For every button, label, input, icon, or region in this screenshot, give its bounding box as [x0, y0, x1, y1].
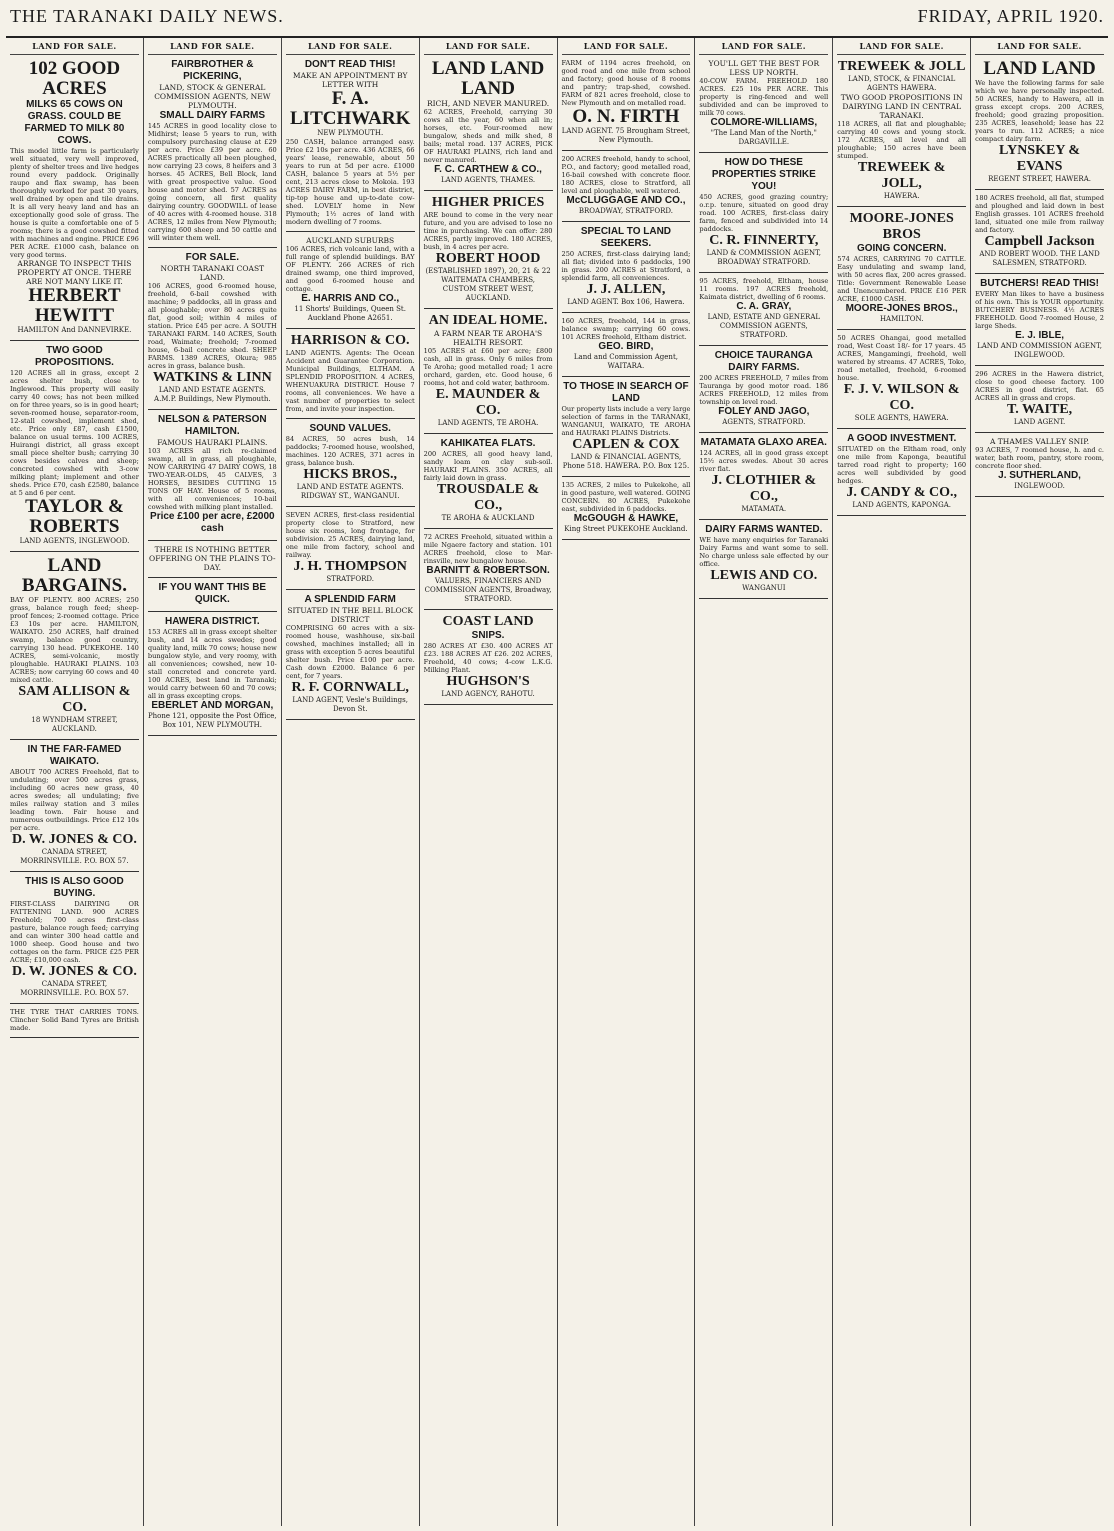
ad-title: IF YOU WANT THIS BE QUICK. — [158, 582, 267, 605]
ad-block — [562, 477, 691, 540]
ad-title: BUTCHERS! READ THIS! — [980, 278, 1099, 289]
ad-title: DAIRY FARMS WANTED. — [705, 524, 823, 535]
ad-subtitle: LAND, STOCK & GENERAL COMMISSION AGENTS, NEW PLYMOUTH. — [154, 83, 271, 110]
column-6 — [695, 38, 833, 1526]
ad-agent-town: STRATFORD. — [326, 575, 374, 583]
ad-agent: E. J. IBLE, — [1015, 330, 1065, 341]
ad-agent-town: LAND AND ESTATE AGENTS. RIDGWAY ST., WANGANUI. — [296, 483, 404, 500]
ad-agent-town: SOLE AGENTS, HAWERA. — [854, 414, 949, 422]
ad-agent-town: MATAMATA. — [741, 505, 787, 513]
ad-block — [286, 590, 415, 720]
ad-body: 145 ACRES in good locality close to Midhirst; lease 5 years to run, with compulsory purchasing clause at £29 per acre. Price £39 per acre. 60 ACRES practically all been ploughed, now carrying 23 cows, 8 heifers and 3 horses. 45 ACRES, Bell Block, land with great prospective value. Good house and motor shed. 57 ACRES as going concern, all first quality dairying country. GOODWILL of lease of 40 acres with 4-roomed house. 318 ACRES, 12 miles from New Plymouth; carrying 600 sheep and 50 cattle and will winter them well. — [147, 122, 277, 242]
column-3 — [282, 38, 420, 1526]
ad-title: 102 GOOD ACRES — [28, 58, 121, 99]
ad-agent: O. N. FIRTH — [572, 106, 680, 127]
ad-agent-town: HAWERA. — [883, 192, 920, 200]
masthead-date: FRIDAY, APRIL 1920. — [917, 6, 1104, 26]
ad-title: GOING CONCERN. — [856, 243, 947, 254]
ad-block — [424, 610, 553, 705]
ad-agent-town: LAND, ESTATE AND GENERAL COMMISSION AGENTS, STRATFORD. — [707, 313, 821, 339]
ad-block — [975, 433, 1104, 497]
column-5 — [558, 38, 696, 1526]
ad-block — [424, 309, 553, 434]
column-heading: LAND FOR SALE. — [562, 38, 691, 55]
ad-body: ARE bound to come in the very near future, and you are advised to lose no time in purchasing. We can offer: 280 ACRES, partly improved. 180 ACRES, bush, in 4 acres per acre. — [423, 211, 553, 251]
column-2 — [144, 38, 282, 1526]
ad-agent: EBERLET AND MORGAN, — [151, 700, 274, 711]
ad-block — [562, 55, 691, 151]
column-8 — [971, 38, 1108, 1526]
ad-body: 200 ACRES FREEHOLD, 7 miles from Tauranga by good motor road. 186 ACRES FREEHOLD, 12 miles from township on level road. — [699, 374, 829, 406]
ad-subtitle: FAMOUS HAURAKI PLAINS. — [157, 438, 268, 447]
ad-agent-town: 18 WYNDHAM STREET, AUCKLAND. — [31, 716, 118, 733]
column-heading: LAND FOR SALE. — [837, 38, 966, 55]
ad-subheading: SMALL DAIRY FARMS — [159, 110, 265, 121]
ad-block — [975, 366, 1104, 433]
ad-block — [10, 872, 139, 1004]
masthead-title: THE TARANAKI DAILY NEWS. — [10, 6, 284, 26]
ad-agent: MOORE-JONES BROS — [849, 211, 954, 242]
column-4 — [420, 38, 558, 1526]
ad-title: A THAMES VALLEY SNIP. — [990, 437, 1090, 446]
ad-agent-town: LAND AGENCY, RAHOTU. — [441, 690, 535, 698]
ad-block — [837, 429, 966, 516]
ad-body: 62 ACRES, Freehold, carrying 30 cows all the year, 60 when all in; horses, etc. Four-roomed new bungalow, sheds and milk shed, 8 bails; metal road. 137 ACRES, PICK OF HAURAKI PLAINS, rich land and never manured. — [423, 108, 553, 164]
ad-block — [424, 191, 553, 309]
ad-agent-town: LAND AGENTS, KAPONGA. — [852, 501, 952, 509]
ad-agent: ROBERT HOOD — [435, 251, 541, 266]
ad-block — [837, 330, 966, 429]
ad-body: FIRST-CLASS DAIRYING OR FATTENING LAND. 900 ACRES Freehold; 700 acres first-class pasture, balance rough feed; carrying and can winter 300 head cattle and 1000 sheep. Good house and two cottages on the farm. PRICE £25 PER ACRE; £10,000 cash. — [10, 900, 139, 964]
ad-price: Price £100 per acre, £2000 cash — [150, 511, 275, 534]
ad-body: 250 ACRES, first-class dairying land; all flat; divided into 6 paddocks, 190 in grass. 200 ACRES at Stratford, a splendid farm, all conveniences. — [561, 250, 691, 282]
ad-subtitle: RICH, AND NEVER MANURED. — [426, 99, 550, 108]
ad-body: 95 ACRES, freehold, Eltham, house 11 rooms. 197 ACRES freehold, Kaimata district, dwelling of 6 rooms. — [699, 277, 829, 301]
ad-body: 200 ACRES freehold, handy to school, P.O., and factory; good metalled road, 16-bail cowshed with concrete floor. 180 ACRES, close to Stratford, all level and ploughable, well watered. — [561, 155, 691, 195]
ad-agent: J. SUTHERLAND, — [998, 470, 1081, 481]
ad-agent-town: LAND AGENT. Box 106, Hawera. — [567, 298, 685, 306]
ad-agent-town: Land and Commission Agent, WAITARA. — [573, 353, 678, 370]
ad-agent-town: LAND AND COMMISSION AGENT, INGLEWOOD. — [977, 342, 1103, 359]
ad-body: 180 ACRES freehold, all flat, stumped and ploughed and laid down in best English grasses. 101 ACRES freehold land, situated one mile from railway and factory. — [975, 194, 1104, 234]
ad-agent-town: TE AROHA & AUCKLAND — [441, 514, 535, 522]
ad-agent: J. CANDY & CO., — [846, 485, 958, 500]
ad-agent: TAYLOR & ROBERTS — [25, 496, 124, 537]
ad-block — [10, 341, 139, 552]
ad-subtitle: TWO GOOD PROPOSITIONS IN DAIRYING LAND IN CENTRAL TARANAKI. — [840, 93, 963, 120]
ad-agent: D. W. JONES & CO. — [12, 832, 137, 847]
ad-title: CHOICE TAURANGA DAIRY FARMS. — [714, 350, 813, 373]
ad-agent: C. A. GRAY, — [736, 301, 792, 312]
ad-title: A GOOD INVESTMENT. — [847, 433, 957, 444]
ad-block — [699, 433, 828, 520]
ad-block — [148, 410, 277, 541]
ad-block — [10, 1004, 139, 1038]
ad-agent-town: Phone 121, opposite the Post Office, Box 101, NEW PLYMOUTH. — [147, 712, 277, 729]
ad-agent-town: (ESTABLISHED 1897), 20, 21 & 22 WAITEMATA CHAMBERS, CUSTOM STREET WEST, AUCKLAND. — [425, 267, 551, 302]
ad-title: SOUND VALUES. — [309, 423, 391, 434]
ad-block — [975, 274, 1104, 366]
ad-block — [699, 153, 828, 273]
ad-body: 153 ACRES all in grass except shelter bush, and 14 acres swedes; good quality land, milk 70 cows; house new bungalow style, and very roomy, with all conveniences; cowshed, new 10-stall concreted and concrete yard. 100 ACRES, best land in Taranaki; would carry between 60 and 70 cows; all in grass excepting crops. — [147, 628, 277, 700]
ad-agent: F. A. LITCHWARK — [290, 88, 411, 129]
ad-body: 574 ACRES, CARRYING 70 CATTLE. Easy undulating and swamp land, with 50 acres flax, 200 acres grassed. Title: Government Renewable Lease and Unencumbered. PRICE £16 PER ACRE, £1000 CASH. — [837, 255, 967, 303]
ad-body: 105 ACRES at £60 per acre; £800 cash, all in grass. Only 6 miles from Te Aroha; good metalled road; 1 acre orchard, garden, etc. Good house, 6 rooms, hot and cold water, bathroom. — [423, 347, 553, 387]
ad-body: 106 ACRES, good 6-roomed house, freehold, 6-bail cowshed with machine; 9 paddocks, all in grass and all ploughable; over 80 acres quite flat, good soil; within 4 miles of station. Price £45 per acre. A SOUTH TARANAKI FARM. 140 ACRES, South road, Waimate; freehold; 7-roomed house, 6-bail concrete shed. SHEEP FARMS. 1389 ACRES, Okura; 985 acres in grass, balance bush. — [147, 282, 277, 370]
ad-body: 124 ACRES, all in good grass except 15½ acres swedes. About 30 acres river flat. — [699, 449, 829, 473]
ad-agent: TREWEEK & JOLL, — [857, 160, 946, 191]
ad-body: ABOUT 700 ACRES Freehold, flat to undulating; over 500 acres grass, including 60 acres new grass, 40 acres swedes; all undulating; five miles railway station and 3 miles leading town. Fair house and numerous outbuildings. Price £12 10s per acre. — [10, 768, 139, 832]
columns — [6, 38, 1108, 1526]
ad-body: 135 ACRES, 2 miles to Pukekohe, all in good pasture, well watered. GOING CONCERN. 80 ACRES, Pukekohe east, subdivided in 6 paddocks. — [561, 481, 691, 513]
ad-subtitle: MAKE AN APPOINTMENT BY LETTER WITH — [292, 71, 408, 89]
ad-agent: Campbell Jackson — [984, 234, 1095, 249]
ad-title: A SPLENDID FARM — [304, 594, 396, 605]
ad-agent-town: King Street PUKEKOHE Auckland. — [564, 525, 688, 533]
ad-title: LAND BARGAINS. — [21, 555, 127, 596]
ad-body: 450 ACRES, good grazing country; o.r.p. tenure, situated on good dray road. 100 ACRES, first-class dairy farm, fenced and subdivided into 14 paddocks. — [699, 193, 829, 233]
ad-agent: BARNITT & ROBERTSON. — [426, 565, 550, 576]
ad-agent: C. R. FINNERTY, — [709, 233, 819, 248]
ad-subtitle: SNIPS. — [471, 630, 505, 641]
ad-agent-town: INGLEWOOD. — [1014, 482, 1065, 490]
ad-title: FAIRBROTHER & PICKERING, — [171, 59, 254, 82]
ad-body: SITUATED on the Eltham road, only one mile from Kaponga, beautiful tarred road right to property; 160 acres well subdivided by good hedges. — [837, 445, 967, 485]
ad-block — [562, 377, 691, 477]
ad-body: 93 ACRES, 7 roomed house, h. and c. water, bath room, pantry, store room, concrete floor shed. — [975, 446, 1104, 470]
ad-block — [10, 552, 139, 740]
ad-agent: CAPLEN & COX — [572, 437, 680, 452]
ad-block — [699, 520, 828, 599]
ad-agent-town: NEW PLYMOUTH. — [317, 129, 384, 137]
ad-agent: WATKINS & LINN — [152, 370, 272, 385]
ad-agent: E. HARRIS AND CO., — [301, 293, 400, 304]
ad-title: THERE IS NOTHING BETTER OFFERING ON THE PLAINS TO-DAY. — [149, 545, 276, 572]
ad-agent: J. J. ALLEN, — [586, 282, 666, 297]
ad-body: 72 ACRES Freehold, situated within a mile Ngaere factory and station. 101 ACRES freehold, close to Mar-rinsville, new bungalow house. — [423, 533, 553, 565]
ad-block — [837, 207, 966, 330]
ad-agent: E. MAUNDER & CO. — [435, 387, 541, 418]
ad-title: THIS IS ALSO GOOD BUYING. — [25, 876, 124, 899]
ad-agent: MOORE-JONES BROS., — [845, 303, 958, 314]
column-heading: LAND FOR SALE. — [699, 38, 828, 55]
ad-title: DON'T READ THIS! — [304, 59, 396, 70]
ad-body: This model little farm is particularly well situated, very well improved, plenty of shelter trees and live hedges round every paddock. Originally raupo and flax swamp, has been thoroughly worked for past 30 years, well drained by open and tile drains. It is all very heavy land and has an exceptionally good sole of grass. The house is quite a comfortable one of 5 rooms; there is a good cowshed fitted with machines and engine. PRICE £96 PER ACRE. £1000 cash, balance on very good terms. — [10, 147, 139, 259]
ad-agent: TREWEEK & JOLL — [837, 59, 966, 74]
ad-agent: HICKS BROS., — [303, 467, 398, 482]
ad-title: TO THOSE IN SEARCH OF LAND — [563, 381, 689, 404]
ad-agent-town: LAND AGENT. — [1013, 418, 1066, 426]
ad-agent: COLMORE-WILLIAMS, — [710, 117, 818, 128]
ad-title: AUCKLAND SUBURBS — [306, 236, 395, 245]
ad-block — [286, 232, 415, 329]
column-heading: LAND FOR SALE. — [424, 38, 553, 55]
ad-agent-town: LAND AND ESTATE AGENTS. A.M.P. Buildings, New Plymouth. — [154, 386, 271, 403]
column-7 — [833, 38, 971, 1526]
column-heading: LAND FOR SALE. — [286, 38, 415, 55]
ad-block — [286, 419, 415, 507]
ad-agent-town: HAMILTON. — [879, 315, 924, 323]
ad-body: 118 ACRES, all flat and ploughable; carrying 40 cows and young stock. 172 ACRES, all level and all ploughable; 150 acres have been stumped. — [837, 120, 967, 160]
ad-agent: GEO. BIRD, — [598, 341, 654, 352]
ad-agent-town: HAMILTON And DANNEVIRKE. — [17, 326, 132, 334]
ad-agent: T. WAITE, — [1006, 402, 1073, 417]
ad-block — [975, 55, 1104, 190]
ad-block — [424, 529, 553, 610]
ad-agent-town: AGENTS, STRATFORD. — [722, 418, 806, 426]
ad-subtitle: SITUATED IN THE BELL BLOCK DISTRICT — [287, 606, 414, 624]
ad-title: MATAMATA GLAXO AREA. — [700, 437, 827, 448]
ad-title: SPECIAL TO LAND SEEKERS. — [580, 226, 672, 249]
ad-agent-town: 11 Shorts' Buildings, Queen St. Auckland Phone A2651. — [294, 305, 406, 322]
ad-agent-town: REGENT STREET, HAWERA. — [988, 175, 1091, 183]
ad-agent: HUGHSON'S — [446, 674, 530, 689]
ad-block — [837, 55, 966, 207]
ad-body: FARM of 1194 acres freehold, on good road and one mile from school and factory; good house of 8 rooms and pantry; trap-shed, cowshed. FARM of 821 acres freehold, close to New Plymouth and on metalled road. — [561, 59, 691, 107]
column-heading: LAND FOR SALE. — [10, 38, 139, 55]
ad-title: LAND LAND LAND — [431, 58, 545, 99]
ad-body: 40-COW FARM. FREEHOLD 180 ACRES. £25 10s PER ACRE. This property is ring-fenced and well subdivided and can be improved to milk 70 cows. — [699, 77, 829, 117]
ad-body: 296 ACRES in the Hawera district, close to good cheese factory. 100 ACRES in good district, flat. 65 ACRES all in grass and crops. — [975, 370, 1104, 402]
masthead — [6, 6, 1108, 38]
ad-agent-town: LAND AGENTS, THAMES. — [441, 176, 536, 184]
ad-agent-town: WANGANUI — [742, 584, 786, 592]
ad-body: 280 ACRES AT £30. 400 ACRES AT £23. 188 ACRES AT £26. 202 ACRES, Freehold, 40 cows; 4-cow L.K.G. Milking Plant. — [423, 642, 553, 674]
ad-block — [424, 434, 553, 529]
ad-block — [699, 55, 828, 153]
column-heading: LAND FOR SALE. — [148, 38, 277, 55]
ad-body: SEVEN ACRES, first-class residential property close to Stratford, new house six rooms, long frontage, for subdivision. 25 ACRES, dairying land, one mile from factory, school and railway. — [285, 511, 415, 559]
ad-block — [148, 248, 277, 410]
ad-title: FOR SALE. — [185, 252, 239, 263]
ad-agent-town: VALUERS, FINANCIERS AND COMMISSION AGENTS, Broadway, STRATFORD. — [424, 577, 552, 603]
ad-body: We have the following farms for sale which we have personally inspected. 50 ACRES, handy to Hawera, all in grass except crops. 200 ACRES, freehold; good grazing proposition. 235 ACRES, leasehold; lease has 22 years to run. 112 ACRES; a nice compact dairy farm. — [975, 79, 1104, 143]
ad-title: AN IDEAL HOME. — [428, 313, 548, 328]
ad-body: 84 ACRES, 50 acres bush, 14 paddocks; 7-roomed house, woolshed, machines. 120 ACRES, 371 acres in grass, balance bush. — [285, 435, 415, 467]
ad-title: HAWERA DISTRICT. — [164, 616, 260, 627]
ad-note: ARRANGE TO INSPECT THIS PROPERTY AT ONCE. THERE ARE NOT MANY LIKE IT. — [17, 259, 132, 286]
ad-body: BAY OF PLENTY. 800 ACRES; 250 grass, balance rough feed; sheep-proof fences; 2-roomed cottage. Price £3 10s per acre. HAMILTON, WAIKATO. 250 ACRES, half drained swamp, balance good country, carrying 130 head. PUKEKOHE. 140 ACRES, semi-volcanic, mostly ploughable. HAURAKI PLAINS. 103 ACRES; now carrying 60 cows and 40 mixed cattle. — [10, 596, 139, 684]
ad-body: 200 ACRES, all good heavy land, sandy loam on clay sub-soil. HAURAKI PLAINS. 350 ACRES, all fairly laid down in grass. — [423, 450, 553, 482]
ad-agent-town: BROADWAY, STRATFORD. — [578, 207, 673, 215]
ad-block — [562, 313, 691, 377]
ad-body: 50 ACRES Ohangai, good metalled road, West Coast 18/- for 17 years. 45 ACRES, Mangamingi, freehold, well watered by streams. 47 ACRES, Toko, road metalled, freehold, 6-roomed house. — [837, 334, 967, 382]
ad-body: 250 CASH, balance arranged easy. Price £2 10s per acre. 436 ACRES, 66 years' lease, renewable, about 50 years to run at 5d per acre. £1000 CASH, balance 5 years at 5½ per cent, 213 acres close to Mokoia. 193 ACRES DAIRY FARM, in best district, tip-top house and up-to-date cow-shed. LOVELY home in New Plymouth; 1½ acres of land with modern dwelling of 7 rooms. — [285, 138, 415, 226]
ad-body: EVERY Man likes to have a business of his own. This is YOUR opportunity. BUTCHERY BUSINESS. 4½ ACRES FREEHOLD. Good 7-roomed House, 2 large Sheds. — [975, 290, 1104, 330]
ad-agent-town: LAND AGENT, Vesle's Buildings, Devon St. — [292, 696, 408, 713]
ad-agent: F. J. V. WILSON & CO. — [843, 382, 960, 413]
ad-block — [562, 151, 691, 222]
ad-agent: J. H. THOMPSON — [293, 559, 407, 574]
ad-subtitle: MILKS 65 COWS ON GRASS. COULD BE FARMED TO MILK 80 COWS. — [24, 99, 125, 146]
ad-agent: TROUSDALE & CO., — [436, 482, 540, 513]
ad-agent: FOLEY AND JAGO, — [718, 406, 810, 417]
ad-title: TWO GOOD PROPOSITIONS. — [34, 345, 114, 368]
ad-block — [148, 612, 277, 736]
ad-title: LAND LAND — [983, 58, 1096, 79]
ad-agent-town: LAND, STOCK, & FINANCIAL AGENTS HAWERA. — [848, 75, 956, 92]
ad-block — [148, 541, 277, 578]
ad-agent: McGOUGH & HAWKE, — [573, 513, 679, 524]
ad-title: IN THE FAR-FAMED WAIKATO. — [27, 744, 122, 767]
ad-agent-town: CANADA STREET, MORRINSVILLE. P.O. BOX 57. — [20, 848, 129, 865]
ad-agent-town: LAND AGENT. 75 Brougham Street, New Plymouth. — [561, 127, 691, 144]
ad-block — [10, 740, 139, 872]
ad-agent-town: "The Land Man of the North," DARGAVILLE. — [710, 129, 817, 146]
ad-body: COMPRISING 60 acres with a six-roomed house, washhouse, six-bail cowshed, machines installed; all in grass with exception 5 acres beautiful shelter bush. Price £100 per acre. Cash down £2000. Balance 6 per cent, for 7 years. — [285, 624, 415, 680]
ad-subtitle: A FARM NEAR TE AROHA'S HEALTH RESORT. — [433, 329, 543, 347]
ad-body: 103 ACRES all rich re-claimed swamp, all in grass, all ploughable, NOW CARRYING 47 DAIRY COWS, 18 TWO-YEAR-OLDS, 45 CALVES, 3 HORSES, BESIDES CUTTING 15 TONS OF HAY. House of 5 rooms, with all conveniences; 10-bail cowshed with milking plant installed. — [147, 447, 277, 511]
ad-agent: HARRISON & CO. — [290, 333, 410, 348]
ad-agent: R. F. CORNWALL, — [291, 680, 409, 695]
ad-title: HOW DO THESE PROPERTIES STRIKE YOU! — [711, 157, 816, 192]
ad-block — [286, 55, 415, 232]
ad-title: HIGHER PRICES — [431, 195, 545, 210]
ad-body: 120 ACRES all in grass, except 2 acres shelter bush, close to Inglewood. This property will easily carry 40 cows; has not been milked on for three years, so is in good heart; seven-roomed house, separator-room, 12-stall cowshed, implement shed, etc. Price only £87, cash £1500, balance on usual terms. 100 ACRES, Huirangi district, all grass except small piece shelter bush; carrying 30 cows besides calves and sheep; concreted cowshed with 3-cow milking plant; implement and other sheds. Price £70, cash £2580, balance at 5 and 6 per cent. — [10, 369, 139, 497]
ad-block — [699, 346, 828, 433]
ad-agent-town: CANADA STREET, MORRINSVILLE. P.O. BOX 57. — [20, 980, 129, 997]
ad-title: COAST LAND — [442, 614, 534, 629]
ad-block — [286, 507, 415, 590]
ad-body: THE TYRE THAT CARRIES TONS. Clincher Solid Band Tyres are British made. — [10, 1008, 139, 1032]
ad-agent-town: LAND AGENTS, TE AROHA. — [437, 419, 539, 427]
column-1 — [6, 38, 144, 1526]
ad-title: KAHIKATEA FLATS. — [440, 438, 536, 449]
ad-agent-town: LAND & COMMISSION AGENT, BROADWAY STRATFORD. — [706, 249, 821, 266]
ad-body: LAND AGENTS. Agents: The Ocean Accident and Guarantee Corporation. Municipal Buildings, ELTHAM. A SPLENDID PROPOSITION. 4 ACRES, WHENUAKURA DISTRICT. House 7 rooms, all conveniences. We have a vast number of properties to select from, and invite your inspection. — [285, 349, 415, 413]
ad-body: Our property lists include a very large selection of farms in the TARANAKI, WANGANUI, WAIKATO, TE AROHA and HAURAKI PLAINS Districts. — [561, 405, 691, 437]
ad-agent-town: AND ROBERT WOOD. THE LAND SALESMEN, STRATFORD. — [979, 250, 1100, 267]
ad-body: 106 ACRES, rich volcanic land, with a full range of splendid buildings. BAY OF PLENTY. 266 ACRES of rich drained swamp, one third improved, and good 6-roomed house and cottage. — [285, 245, 415, 293]
ad-block — [424, 55, 553, 191]
ad-block — [286, 329, 415, 419]
ad-block — [148, 578, 277, 612]
ad-agent: F. C. CARTHEW & CO., — [434, 164, 542, 175]
ad-agent: McCLUGGAGE AND CO., — [566, 195, 686, 206]
ad-agent-town: LAND AGENTS, INGLEWOOD. — [19, 537, 130, 545]
ad-block — [148, 55, 277, 248]
ad-agent: J. CLOTHIER & CO., — [711, 473, 817, 504]
ad-body: 160 ACRES, freehold, 144 in grass, balance swamp; carrying 60 cows. 101 ACRES freehold, Eltham district. — [561, 317, 691, 341]
ad-title: NELSON & PATERSON HAMILTON. — [158, 414, 267, 437]
ad-block — [562, 222, 691, 313]
ad-block — [10, 55, 139, 341]
ad-subtitle: NORTH TARANAKI COAST LAND. — [160, 264, 265, 282]
ad-agent-town: LAND & FINANCIAL AGENTS, Phone 518. HAWERA. P.O. Box 125. — [562, 453, 690, 470]
ad-block — [699, 273, 828, 346]
ad-agent: HERBERT HEWITT — [28, 285, 121, 326]
ad-agent: D. W. JONES & CO. — [12, 964, 137, 979]
ad-title: YOU'LL GET THE BEST FOR LESS UP NORTH. — [708, 59, 820, 77]
ad-agent: LYNSKEY & EVANS — [999, 143, 1081, 174]
ad-body: WE have many enquiries for Taranaki Dairy Farms and want some to sell. No charge unless sale effected by our office. — [699, 536, 829, 568]
ad-agent: SAM ALLISON & CO. — [18, 684, 131, 715]
ad-agent: LEWIS AND CO. — [710, 568, 818, 583]
column-heading: LAND FOR SALE. — [975, 38, 1104, 55]
ad-block — [975, 190, 1104, 274]
